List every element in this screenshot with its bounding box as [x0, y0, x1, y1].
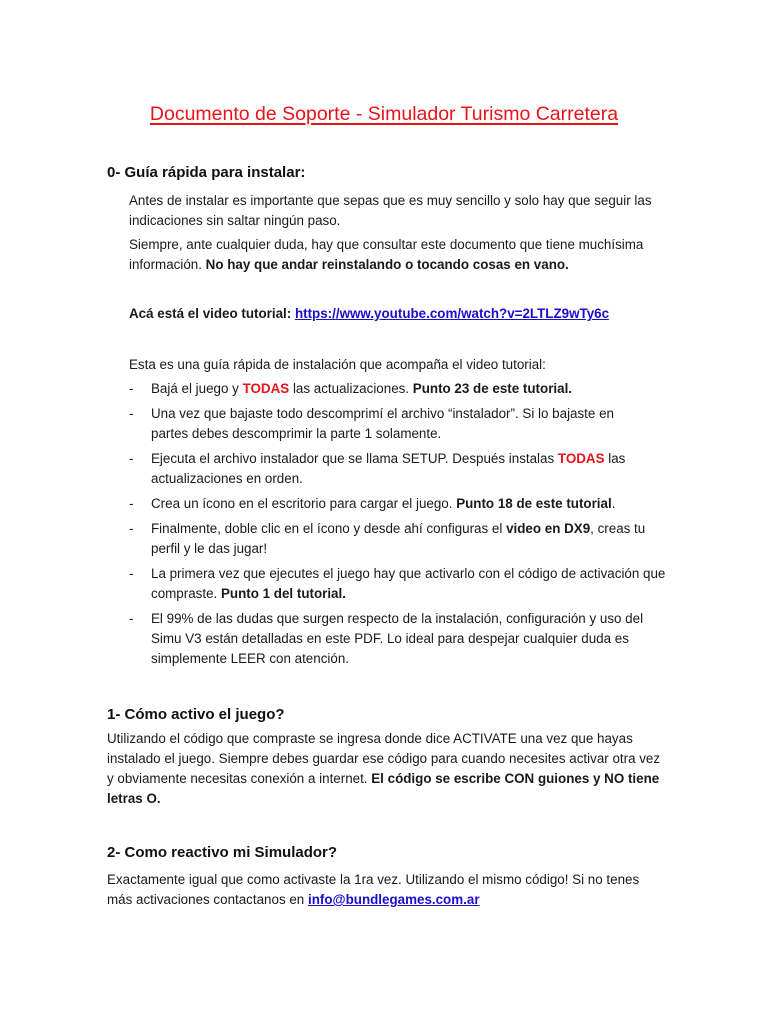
step-reference: Punto 18 de este tutorial [456, 496, 612, 511]
step-reference: Punto 1 del tutorial. [220, 586, 346, 601]
activation-paragraph [107, 729, 662, 809]
bullet-dash: - [129, 496, 134, 511]
consult-doc-text: Siempre, ante cualquier duda, hay que consultar este documento que tiene muchísima información. [129, 237, 644, 272]
document-title: Documento de Soporte - Simulador Turismo Carretera [149, 103, 619, 125]
consult-doc-paragraph [129, 235, 669, 275]
step-text: El 99% de las dudas que surgen respecto de la instalación, configuración y uso del Simu V3 están detalladas en este PDF. Lo ideal para despejar cualquier duda es simplemente LEER con atención. [151, 611, 644, 666]
list-item [129, 609, 671, 669]
list-item [129, 379, 669, 399]
consult-doc-warning: No hay que andar reinstalando o tocando cosas en vano. [205, 257, 569, 272]
support-email-link[interactable]: info@bundlegames.com.ar [307, 892, 480, 907]
list-item [129, 564, 671, 604]
step-text: Finalmente, doble clic en el ícono y desde ahí configuras el [151, 521, 507, 536]
step-text: las actualizaciones. [289, 381, 413, 396]
step-text: , creas tu perfil y le das jugar! [151, 521, 646, 556]
step-text: La primera vez que ejecutes el juego hay que activarlo con el código de activación que compraste. [151, 566, 666, 601]
list-item [129, 404, 651, 444]
step-text: las actualizaciones en orden. [151, 451, 626, 486]
todas-highlight: TODAS [557, 451, 605, 466]
step-text: . [611, 496, 616, 511]
bullet-dash: - [129, 406, 134, 421]
step-text: Una vez que bajaste todo descomprimí el archivo “instalador”. Si lo bajaste en partes debes descomprimir la parte 1 solamente. [151, 406, 614, 441]
reactivation-paragraph [107, 870, 662, 910]
step-text: Ejecuta el archivo instalador que se llama SETUP. Después instalas [151, 451, 558, 466]
activation-code-note: El código se escribe CON guiones y NO tiene letras O. [107, 771, 660, 806]
bullet-dash: - [129, 381, 134, 396]
bullet-dash: - [129, 566, 134, 581]
step-text: Crea un ícono en el escritorio para cargar el juego. [151, 496, 457, 511]
step-reference: Punto 23 de este tutorial. [412, 381, 573, 396]
video-tutorial-label: Acá está el video tutorial: [129, 306, 295, 321]
video-tutorial-link[interactable]: https://www.youtube.com/watch?v=2LTLZ9wTy6c [294, 306, 610, 321]
section-2-heading: 2- Como reactivo mi Simulador? [107, 844, 338, 861]
reactivation-text: Exactamente igual que como activaste la 1ra vez. Utilizando el mismo código! Si no tenes más activaciones contactanos en [107, 872, 640, 907]
step-text: Bajá el juego y [151, 381, 243, 396]
section-0-heading: 0- Guía rápida para instalar: [107, 164, 306, 181]
video-tutorial-line [129, 304, 689, 324]
bullet-dash: - [129, 451, 134, 466]
quick-guide-intro: Esta es una guía rápida de instalación que acompaña el video tutorial: [129, 357, 546, 372]
section-1-heading: 1- Cómo activo el juego? [107, 706, 285, 723]
bullet-dash: - [129, 521, 134, 536]
step-reference: video en DX9 [506, 521, 591, 536]
activation-text: Utilizando el código que compraste se ingresa donde dice ACTIVATE una vez que hayas instalado el juego. Siempre debes guardar ese código para cuando necesites activar otra vez y obviamente necesitas conexión a internet. [107, 731, 661, 786]
list-item [129, 449, 661, 489]
list-item [129, 519, 671, 559]
todas-highlight: TODAS [242, 381, 290, 396]
bullet-dash: - [129, 611, 134, 626]
install-intro-paragraph: Antes de instalar es importante que sepas que es muy sencillo y solo hay que seguir las indicaciones sin saltar ningún paso. [129, 193, 652, 228]
install-steps-list [129, 379, 669, 669]
list-item [129, 494, 669, 514]
